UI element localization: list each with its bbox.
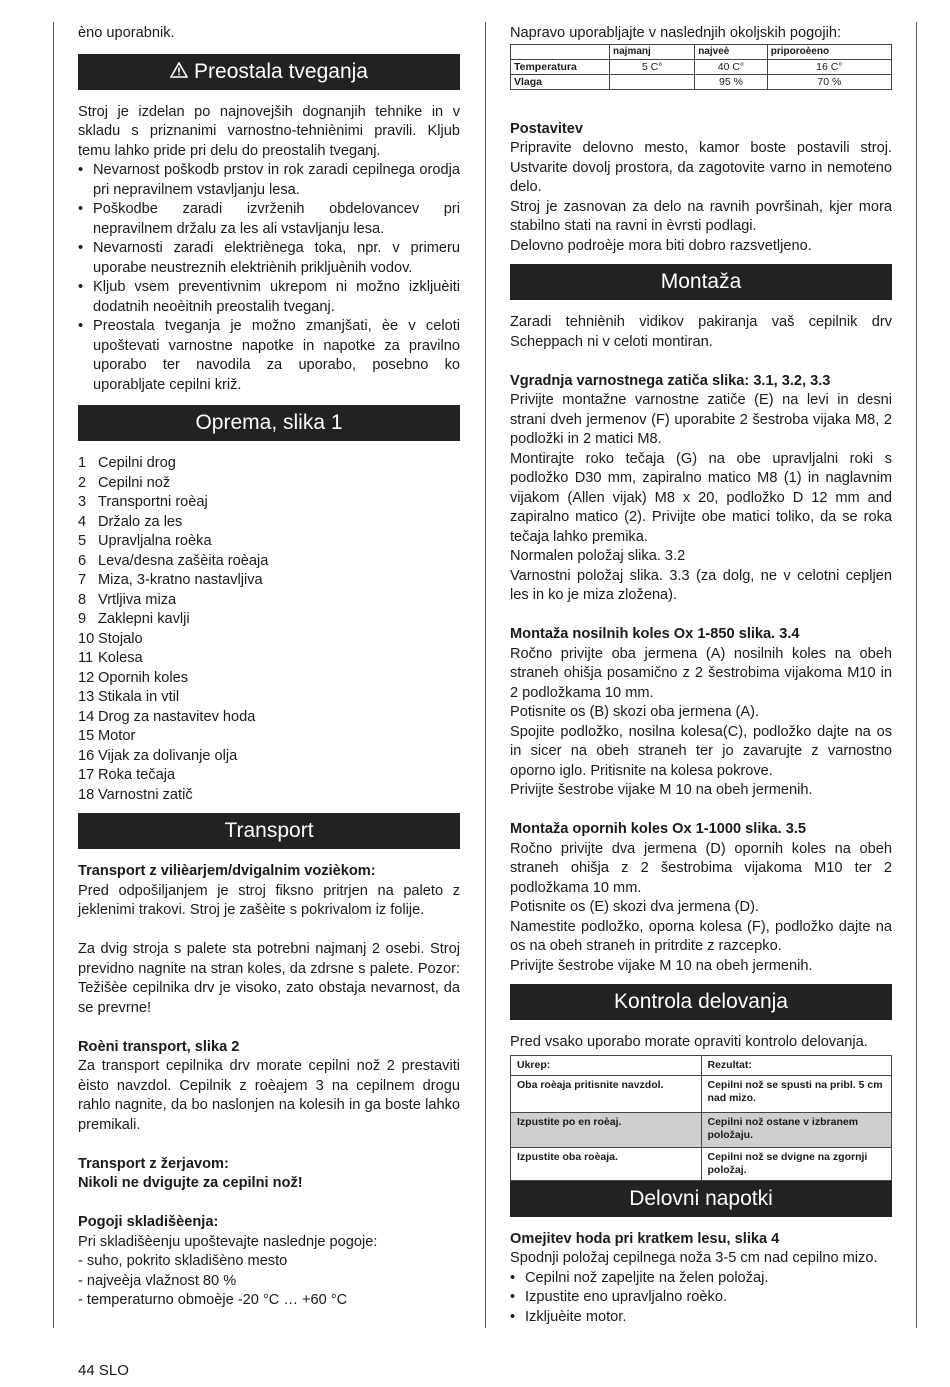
subheading: Roèni transport, slika 2 [78, 1038, 240, 1055]
table-cell: 40 C° [695, 59, 768, 74]
item-number: 18 [78, 786, 95, 803]
list-item [78, 766, 460, 786]
table-cell: Cepilni nož se spusti na pribl. 5 cm nad mizo. [701, 1075, 892, 1112]
item-label: Vrtljiva miza [98, 591, 177, 608]
list-item: • Izpustite eno upravljalno roèko. [510, 1288, 892, 1308]
item-number: 10 [78, 630, 95, 647]
table-header-row [511, 44, 892, 59]
item-number: 4 [78, 513, 87, 530]
paragraph: Privijte šestrobe vijake M 10 na obeh jermenih. [510, 782, 813, 798]
list-item [78, 474, 460, 494]
item-label: Držalo za les [98, 513, 183, 530]
table-header-row [511, 1055, 892, 1075]
subheading: Pogoji skladišèenja: [78, 1214, 219, 1230]
intro-fragment: èno uporabnik. [78, 25, 175, 41]
list-item [78, 454, 460, 474]
section-title: Oprema, slika 1 [195, 411, 343, 434]
paragraph: Stroj je zasnovan za delo na ravnih površinah, kjer mora stabilno stati na ravni in èvrsti podlagi. [510, 198, 892, 234]
item-number: 14 [78, 708, 95, 725]
table-cell: 95 % [695, 74, 768, 89]
table-cell [511, 44, 610, 59]
item-label: Cepilni drog [98, 455, 176, 471]
paragraph: Pripravite delovno mesto, kamor boste postavili stroj. Ustvarite dovolj prostora, da zagotovite varno in nemoteno delo. [510, 140, 892, 195]
subheading: Transport z vilièarjem/dvigalnim vozièkom: [78, 863, 376, 879]
subheading: Transport z žerjavom: [78, 1155, 229, 1172]
item-number: 12 [78, 669, 95, 686]
table-cell: 5 C° [610, 59, 695, 74]
subheading: Montaža opornih koles Ox 1-1000 slika. 3.5 [510, 821, 807, 837]
subheading: Vgradnja varnostnega zatiča slika: 3.1, 3.2, 3.3 [510, 372, 831, 389]
warning-text: Nikoli ne dvigujte za cepilni nož! [78, 1175, 303, 1191]
item-number: 6 [78, 552, 87, 569]
environment-table [510, 44, 892, 90]
table-row [511, 1075, 892, 1112]
table-cell: priporoèeno [767, 44, 891, 59]
item-label: Drog za nastavitev hoda [98, 708, 256, 725]
item-label: Zaklepni kavlji [98, 611, 190, 627]
item-number: 16 [78, 747, 95, 764]
table-cell: Cepilni nož se dvigne na zgornji položaj. [701, 1147, 892, 1180]
item-label: Kolesa [98, 650, 143, 666]
table-cell: Cepilni nož ostane v izbranem položaju. [701, 1112, 892, 1147]
item-label: Motor [98, 728, 136, 744]
subheading: Montaža nosilnih koles Ox 1-850 slika. 3.4 [510, 626, 800, 642]
page-number: 44 SLO [78, 1362, 129, 1379]
paragraph: Zaradi tehniènih vidikov pakiranja vaš cepilnik drv Scheppach ni v celoti montiran. [510, 314, 892, 350]
table-cell: 70 % [767, 74, 891, 89]
paragraph: Spojite podložko, nosilna kolesa(C), podložko dajte na os in sicer na obeh straneh ter jo zavarujte z varnostno oporno iglo. Pritisnite na kolesa pokrove. [510, 723, 892, 779]
paragraph: Privijte montažne varnostne zatiče (E) na levi in desni strani dveh jermenov (F) uporabite 2 šestroba vijaka M8, 2 podložki in 2 matici M8. [510, 392, 892, 447]
list-item [78, 493, 460, 513]
section-title: Kontrola delovanja [614, 990, 788, 1013]
list-item [78, 610, 460, 630]
table-cell: Temperatura [511, 59, 610, 74]
paragraph: Stroj je izdelan po najnovejših dognanjih tehnike in v skladu s priznanimi varnostno-tehniènimi pravili. Kljub temu lahko pride pri delu do preostalih tveganj. [78, 103, 460, 159]
paragraph: Napravo uporabljajte v naslednjih okoljskih pogojih: [510, 25, 841, 41]
right-margin-rule [916, 22, 917, 1328]
table-cell [610, 74, 695, 89]
table-row [511, 59, 892, 74]
paragraph: Varnostni položaj slika. 3.3 (za dolg, ne v celotni cepljen les in ko je miza zložena). [510, 567, 892, 603]
table-row [511, 1112, 892, 1147]
paragraph: Za transport cepilnika drv morate cepilni nož 2 prestaviti èisto navzdol. Cepilnik z roèajem 3 na cepilnem drogu rahlo nagnite, da bo naslonjen na kolesih in ga boste lahko premikali. [78, 1058, 460, 1133]
list-item [78, 532, 460, 552]
section-header-function-check [510, 984, 892, 1020]
item-number: 7 [78, 572, 87, 588]
function-check-table [510, 1055, 892, 1181]
list-item [78, 747, 460, 767]
section-title: Delovni napotki [629, 1186, 773, 1210]
section-title: Transport [224, 819, 314, 842]
item-label: Stojalo [98, 630, 143, 647]
list-item [78, 649, 460, 669]
risk-list [78, 161, 460, 395]
item-number: 15 [78, 728, 95, 744]
storage-line: - suho, pokrito skladišèno mesto [78, 1253, 288, 1269]
list-item [78, 571, 460, 591]
paragraph: Pred odpošiljanjem je stroj fiksno pritrjen na paleto z jeklenimi trakovi. Stroj je zašèite s pokrivalom iz folije. [78, 882, 460, 918]
table-cell: Ukrep: [511, 1055, 702, 1075]
list-item [78, 630, 460, 650]
item-number: 3 [78, 494, 87, 510]
list-item: • Preostala tveganja je možno zmanjšati, èe v celoti upoštevati varnostne napotke in napotke za pravilno uporabo ter navodila za uporabo, posebno ko uporabljate cepilni križ. [78, 317, 460, 395]
list-item: • Cepilni nož zapeljite na želen položaj. [510, 1269, 892, 1289]
item-label: Cepilni nož [98, 474, 171, 491]
item-number: 11 [78, 650, 94, 666]
table-row [511, 1147, 892, 1180]
section-header-work-tips [510, 1181, 892, 1217]
paragraph: Potisnite os (E) skozi dva jermena (D). [510, 899, 759, 915]
center-column-rule [485, 22, 486, 1328]
paragraph: Namestite podložko, oporna kolesa (F), podložko dajte na os na obeh straneh in pritrdite z razcepko. [510, 918, 892, 954]
list-item [78, 727, 460, 747]
subheading: Omejitev hoda pri kratkem lesu, slika 4 [510, 1230, 780, 1247]
table-cell: najmanj [610, 44, 695, 59]
paragraph: Potisnite os (B) skozi oba jermena (A). [510, 704, 759, 720]
table-cell: najveè [695, 44, 768, 59]
left-column [78, 24, 460, 1311]
item-label: Roka tečaja [98, 767, 176, 783]
table-row [511, 74, 892, 89]
warning-triangle-icon [170, 55, 188, 91]
section-header-mounting [510, 264, 892, 300]
left-margin-rule [53, 22, 54, 1328]
list-item [78, 708, 460, 728]
table-cell: Oba roèaja pritisnite navzdol. [511, 1075, 702, 1112]
list-item [78, 591, 460, 611]
item-label: Upravljalna roèka [98, 533, 212, 549]
item-number: 2 [78, 474, 87, 491]
list-item [78, 786, 460, 806]
item-label: Miza, 3-kratno nastavljiva [98, 572, 263, 588]
list-item [78, 688, 460, 708]
storage-line: - najveèja vlažnost 80 % [78, 1272, 237, 1289]
right-column [510, 24, 892, 1327]
paragraph: Pred vsako uporabo morate opraviti kontrolo delovanja. [510, 1034, 868, 1050]
list-item [78, 513, 460, 533]
item-label: Leva/desna zašèita roèaja [98, 552, 269, 569]
paragraph: Normalen položaj slika. 3.2 [510, 548, 686, 564]
section-header-transport [78, 813, 460, 849]
item-label: Opornih koles [98, 669, 189, 686]
table-cell: 16 C° [767, 59, 891, 74]
section-header-residual-risks [78, 54, 460, 90]
list-item: • Nevarnost poškodb prstov in rok zaradi cepilnega orodja pri nepravilnem vstavljanju lesa. [78, 161, 460, 200]
storage-line: Pri skladišèenju upoštevajte naslednje pogoje: [78, 1233, 378, 1250]
table-cell: Izpustite po en roèaj. [511, 1112, 702, 1147]
subheading: Postavitev [510, 120, 584, 137]
paragraph: Ročno privijte dva jermena (D) opornih koles na obeh straneh ohišja z 2 šestrobima vijakoma M10 ter 2 podložkama 10 mm. [510, 840, 892, 896]
list-item: • Izkljuèite motor. [510, 1308, 892, 1328]
paragraph: Montirajte roko tečaja (G) na obe upravljalni roki s podložko D30 mm, zapiralno matico M8 (1) in naglavnim vijakom (Allen vijak) M8 x 20, podložko D 12 mm and zapiralno matico (2). Privijte obe matici toliko, da se roka tečaja lahko premika. [510, 450, 892, 545]
item-number: 5 [78, 533, 87, 549]
item-label: Stikala in vtil [98, 689, 180, 705]
list-item [78, 552, 460, 572]
tips-list [510, 1269, 892, 1328]
item-number: 8 [78, 591, 87, 608]
paragraph: Spodnji položaj cepilnega noža 3-5 cm nad cepilno mizo. [510, 1250, 878, 1266]
list-item [78, 669, 460, 689]
item-number: 13 [78, 689, 95, 705]
section-title: Preostala tveganja [194, 59, 368, 83]
list-item: • Poškodbe zaradi izvrženih obdelovancev pri nepravilnem držalu za les ali vstavljanju lesa. [78, 200, 460, 239]
table-cell: Vlaga [511, 74, 610, 89]
table-cell: Rezultat: [701, 1055, 892, 1075]
table-cell: Izpustite oba roèaja. [511, 1147, 702, 1180]
paragraph: Ročno privijte oba jermena (A) nosilnih koles na obeh straneh ohišja posamično z 2 šestrobima vijakoma M10 in 2 podložkama 10 mm. [510, 645, 892, 701]
item-number: 1 [78, 455, 87, 471]
section-title: Montaža [660, 270, 742, 293]
item-label: Vijak za dolivanje olja [98, 747, 238, 764]
list-item: • Nevarnosti zaradi elektriènega toka, npr. v primeru uporabe neustreznih elektriènih prikljuènih vodov. [78, 239, 460, 278]
paragraph: Privijte šestrobe vijake M 10 na obeh jermenih. [510, 957, 813, 974]
section-header-equipment [78, 405, 460, 441]
paragraph: Delovno podroèje mora biti dobro razsvetljeno. [510, 237, 812, 254]
item-number: 17 [78, 767, 95, 783]
item-label: Transportni roèaj [98, 494, 208, 510]
storage-line: - temperaturno obmoèje -20 °C … +60 °C [78, 1292, 348, 1308]
item-number: 9 [78, 611, 87, 627]
equipment-list [78, 454, 460, 805]
list-item: • Kljub vsem preventivnim ukrepom ni možno izkljuèiti dodatnih neoèitnih preostalih tveganj. [78, 278, 460, 317]
item-label: Varnostni zatič [98, 786, 193, 803]
paragraph: Za dvig stroja s palete sta potrebni najmanj 2 osebi. Stroj previdno nagnite na stran koles, da zdrsne s palete. Pozor: Težišèe cepilnika drv je visoko, zato obstaja nevarnost, da se prevrne! [78, 941, 460, 1016]
